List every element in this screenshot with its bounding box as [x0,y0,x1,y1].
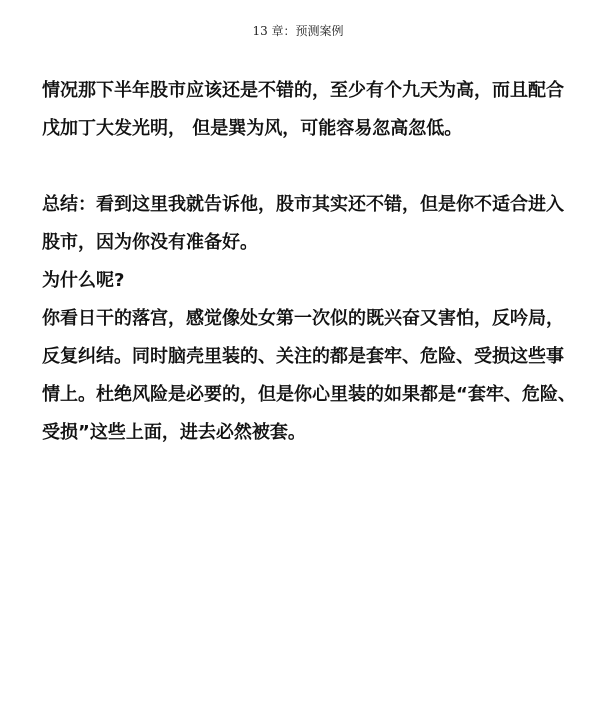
paragraph-spacer [42,148,562,186]
paragraph-2-line-3: 情上。杜绝风险是必要的，但是你心里装的如果都是“套牢、危险、 [42,384,576,405]
summary-label: 总结 [42,194,78,215]
summary-line-1 [42,186,562,224]
page-header: 13 章：预测案例 [252,24,344,38]
document-body [42,72,576,452]
paragraph-1-line-2: 戊加丁大发光明， 但是巽为风，可能容易忽高忽低。 [42,118,463,139]
summary-text: ：看到这里我就告诉他，股市其实还不错，但是你不适合进入 [78,194,564,215]
paragraph-1-line-1: 情况那下半年股市应该还是不错的，至少有个九天为高，而且配合 [42,80,564,101]
question-line: 为什么呢? [42,270,125,291]
paragraph-2-line-2: 反复纠结。同时脑壳里装的、关注的都是套牢、危险、受损这些事 [42,346,564,367]
summary-line-2: 股市，因为你没有准备好。 [42,232,258,253]
paragraph-2-line-4: 受损”这些上面，进去必然被套。 [42,422,306,443]
paragraph-2-line-1: 你看日干的落宫，感觉像处女第一次似的既兴奋又害怕，反吟局， [42,308,564,329]
